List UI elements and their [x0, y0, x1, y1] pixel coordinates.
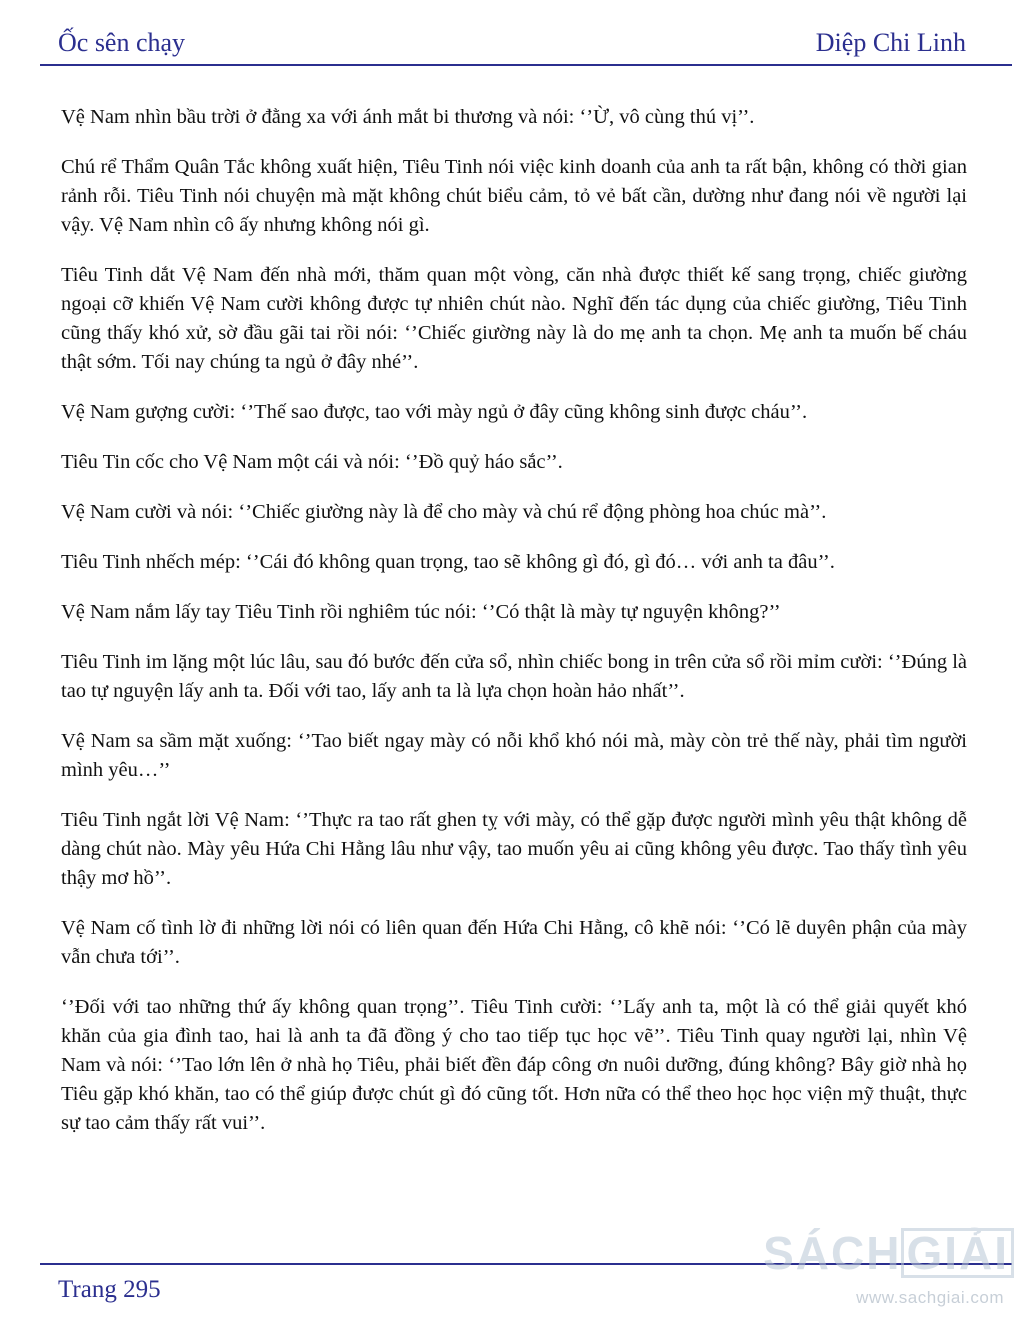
- paragraph-9: Tiêu Tinh im lặng một lúc lâu, sau đó bước đến cửa sổ, nhìn chiếc bong in trên cửa sổ rồi mỉm cười: ‘’Đúng là tao tự nguyện lấy anh ta. Đối với tao, lấy anh ta là lựa chọn hoàn hảo nhất’’.: [61, 651, 967, 702]
- paragraph-5: Tiêu Tin cốc cho Vệ Nam một cái và nói: ‘’Đồ quỷ háo sắc’’.: [61, 451, 563, 473]
- paragraph-7: Tiêu Tinh nhếch mép: ‘’Cái đó không quan trọng, tao sẽ không gì đó, gì đó… với anh ta đâu’’.: [61, 551, 835, 573]
- page-body: [61, 103, 967, 1159]
- book-title: Ốc sên chạy: [58, 28, 186, 57]
- header-divider: [40, 64, 1012, 66]
- page-number: Trang 295: [58, 1276, 161, 1303]
- watermark-logo-text: [763, 1226, 1014, 1280]
- page-header: [58, 22, 966, 66]
- paragraph-12: Vệ Nam cố tình lờ đi những lời nói có liên quan đến Hứa Chi Hằng, cô khẽ nói: ‘’Có lẽ duyên phận của mày vẫn chưa tới’’.: [61, 917, 967, 968]
- watermark-logo-boxed: GIẢI: [901, 1228, 1014, 1278]
- paragraph-10: Vệ Nam sa sầm mặt xuống: ‘’Tao biết ngay mày có nỗi khổ khó nói mà, mày còn trẻ thế này, phải tìm người mình yêu…’’: [61, 730, 967, 781]
- paragraph-11: Tiêu Tinh ngắt lời Vệ Nam: ‘’Thực ra tao rất ghen tỵ với mày, có thể gặp được người mình yêu thật không dễ dàng chút nào. Mày yêu Hứa Chi Hằng lâu như vậy, tao muốn yêu ai cũng không yêu được. Tao thấy tình yêu thậy mơ hồ’’.: [61, 809, 967, 889]
- paragraph-1: Vệ Nam nhìn bầu trời ở đằng xa với ánh mắt bi thương và nói: ‘’Ừ, vô cùng thú vị’’.: [61, 106, 755, 128]
- paragraph-3: Tiêu Tinh dắt Vệ Nam đến nhà mới, thăm quan một vòng, căn nhà được thiết kế sang trọng, chiếc giường ngoại cỡ khiến Vệ Nam cười không được tự nhiên chút nào. Nghĩ đến tác dụng của chiếc giường, Tiêu Tinh cũng thấy khó xử, sờ đầu gãi tai rồi nói: ‘’Chiếc giường này là do mẹ anh ta chọn. Mẹ anh ta muốn bế cháu thật sớm. Tối nay chúng ta ngủ ở đây nhé’’.: [61, 264, 967, 373]
- paragraph-2: Chú rể Thẩm Quân Tắc không xuất hiện, Tiêu Tinh nói việc kinh doanh của anh ta rất bận, không có thời gian rảnh rỗi. Tiêu Tinh nói chuyện mà mặt không chút biểu cảm, tỏ vẻ bất cần, dường như đang nói về người lại vậy. Vệ Nam nhìn cô ấy nhưng không nói gì.: [61, 156, 967, 236]
- watermark-logo-left: SÁCH: [763, 1227, 902, 1279]
- paragraph-13: ‘’Đối với tao những thứ ấy không quan trọng’’. Tiêu Tinh cười: ‘’Lấy anh ta, một là có thể giải quyết khó khăn của gia đình tao, hai là anh ta đã đồng ý cho tao tiếp tục học vẽ’’. Tiêu Tinh quay người lại, nhìn Vệ Nam và nói: ‘’Tao lớn lên ở nhà họ Tiêu, phải biết đền đáp công ơn nuôi dưỡng, đúng không? Bây giờ nhà họ Tiêu gặp khó khăn, tao có thể giúp được chút gì đó cũng tốt. Hơn nữa có thể theo học học viện mỹ thuật, thực sự tao cảm thấy rất vui’’.: [61, 996, 967, 1134]
- watermark-logo: [763, 1226, 1014, 1318]
- paragraph-8: Vệ Nam nắm lấy tay Tiêu Tinh rồi nghiêm túc nói: ‘’Có thật là mày tự nguyện không?’’: [61, 601, 781, 623]
- paragraph-6: Vệ Nam cười và nói: ‘’Chiếc giường này là để cho mày và chú rể động phòng hoa chúc mà’’.: [61, 501, 827, 523]
- paragraph-4: Vệ Nam gượng cười: ‘’Thế sao được, tao với mày ngủ ở đây cũng không sinh được cháu’’.: [61, 401, 808, 423]
- watermark-url: www.sachgiai.com: [856, 1288, 1004, 1307]
- book-author: Diệp Chi Linh: [815, 28, 966, 57]
